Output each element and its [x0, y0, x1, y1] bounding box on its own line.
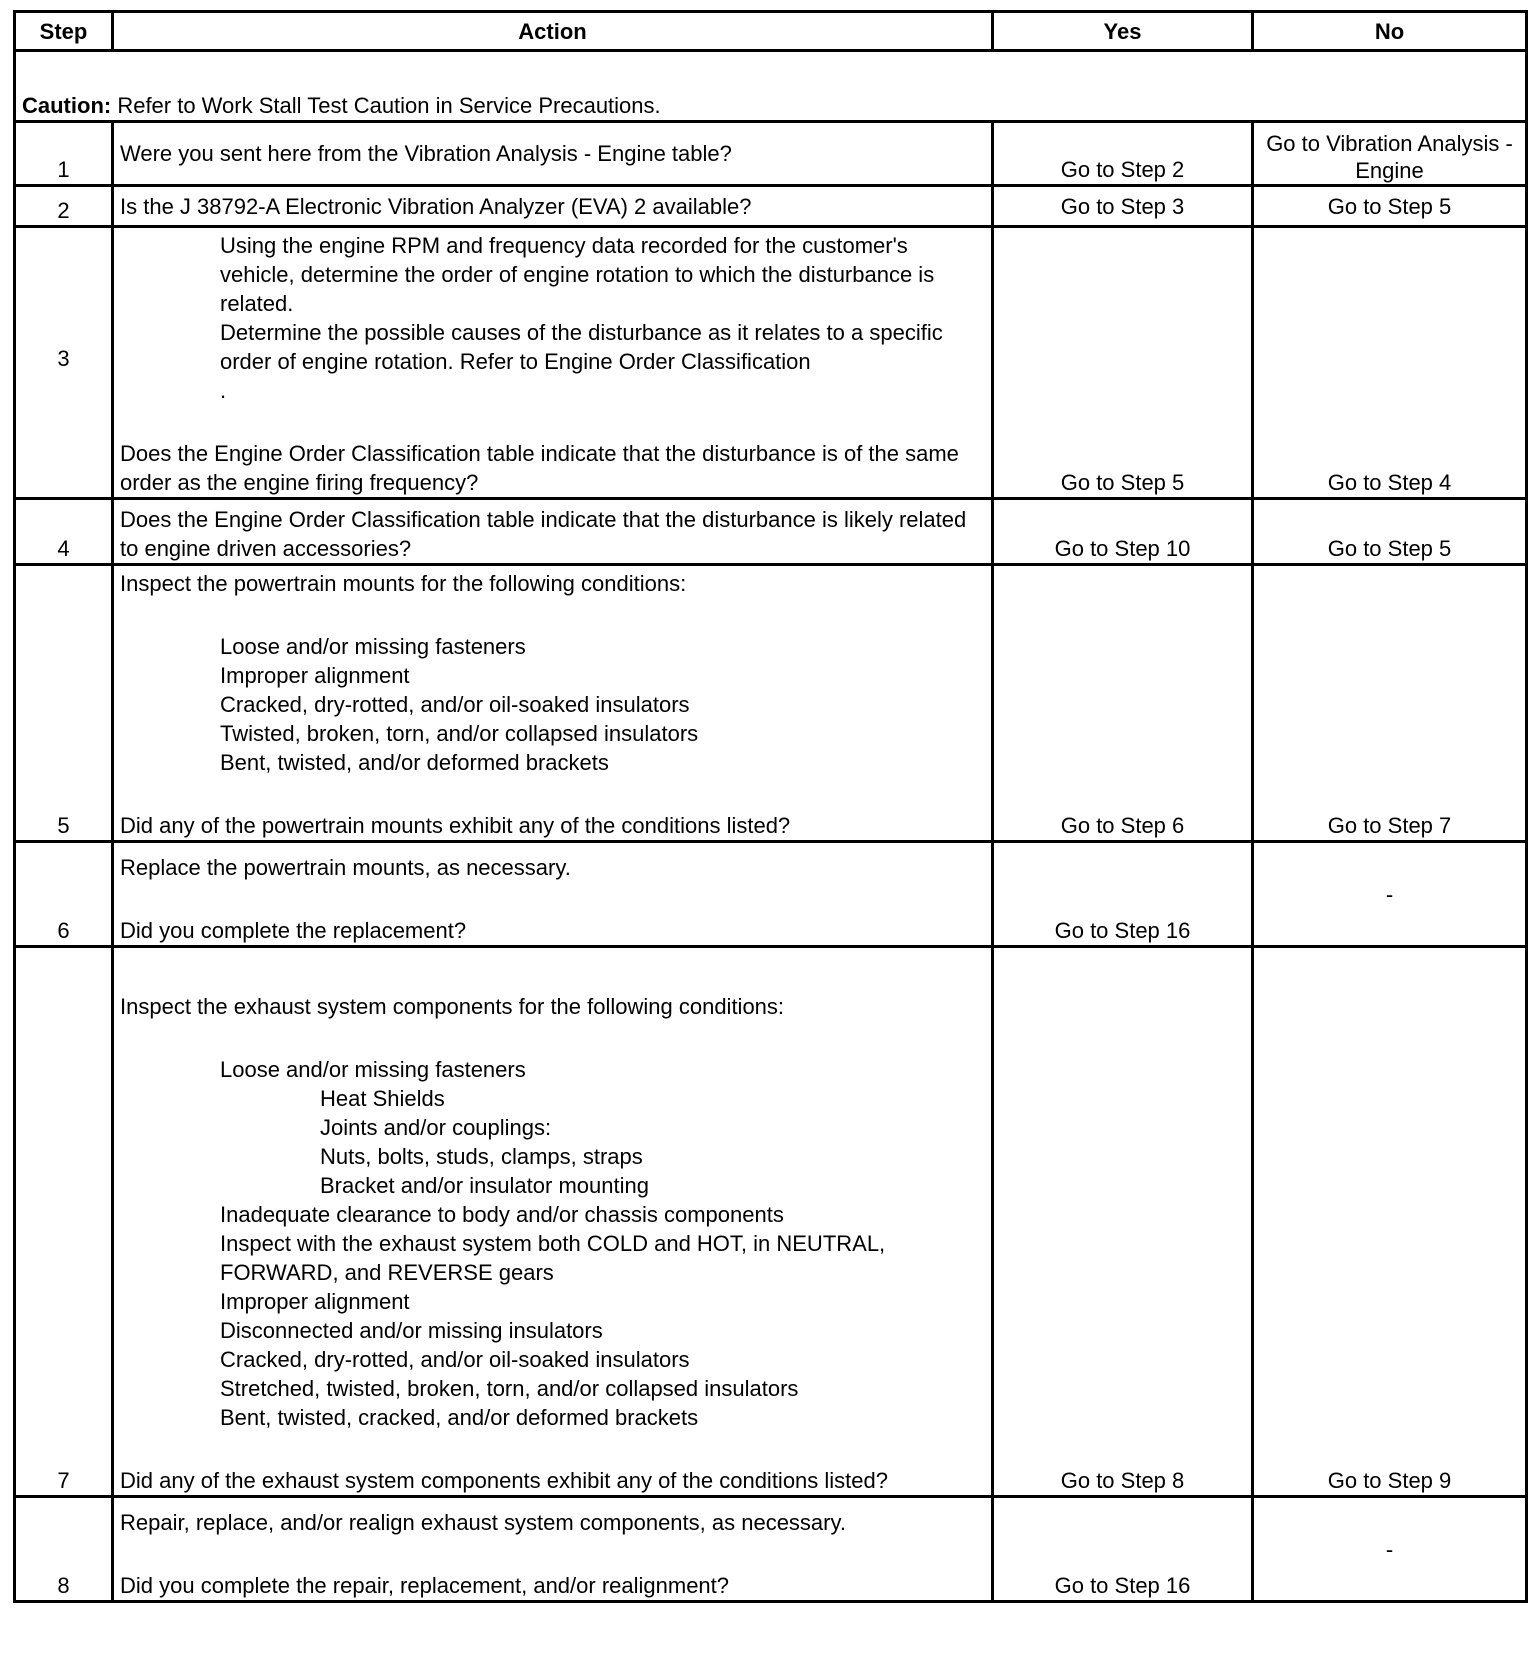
condition-item: Loose and/or missing fasteners — [220, 1057, 526, 1082]
no-outcome: Go to Step 9 — [1253, 947, 1527, 1497]
action-question: Did any of the powertrain mounts exhibit any of the conditions listed? — [120, 813, 791, 838]
no-outcome: Go to Step 5 — [1253, 499, 1527, 565]
table-row — [15, 122, 1527, 186]
condition-item: Bent, twisted, cracked, and/or deformed brackets — [220, 1405, 699, 1430]
no-outcome: Go to Step 7 — [1253, 565, 1527, 842]
action-question: Did you complete the replacement? — [120, 918, 467, 943]
diagnostic-table — [13, 10, 1528, 1603]
action-intro: Replace the powertrain mounts, as necessary. — [120, 855, 571, 880]
yes-outcome: Go to Step 2 — [993, 122, 1253, 186]
caution-row — [15, 51, 1527, 122]
condition-item: Disconnected and/or missing insulators — [220, 1318, 603, 1343]
condition-item: Inadequate clearance to body and/or chassis components — [220, 1202, 784, 1227]
header-yes: Yes — [993, 12, 1253, 51]
table-row — [15, 186, 1527, 227]
step-number: 5 — [15, 565, 113, 842]
step-number: 1 — [15, 122, 113, 186]
action-question: Does the Engine Order Classification table indicate that the disturbance is of the same order as the engine firing frequency? — [120, 441, 959, 495]
yes-outcome: Go to Step 3 — [993, 186, 1253, 227]
no-outcome: Go to Vibration Analysis - Engine — [1253, 122, 1527, 186]
condition-item: Bent, twisted, and/or deformed brackets — [220, 750, 609, 775]
action-cell — [113, 842, 993, 947]
yes-outcome: Go to Step 16 — [993, 1497, 1253, 1602]
condition-item: Cracked, dry-rotted, and/or oil-soaked insulators — [220, 692, 690, 717]
action-question: Were you sent here from the Vibration Analysis - Engine table? — [113, 122, 993, 186]
yes-outcome: Go to Step 10 — [993, 499, 1253, 565]
action-question: Did you complete the repair, replacement, and/or realignment? — [120, 1573, 730, 1598]
action-line: . — [220, 378, 227, 403]
action-line: Using the engine RPM and frequency data recorded for the customer's vehicle, determine the order of engine rotation to which the disturbance is related. — [220, 233, 935, 316]
header-action: Action — [113, 12, 993, 51]
diagnostic-table-container — [13, 10, 1525, 1603]
action-cell — [113, 1497, 993, 1602]
action-line: Determine the possible causes of the disturbance as it relates to a specific order of engine rotation. Refer to Engine Order Classification — [220, 320, 943, 374]
header-step: Step — [15, 12, 113, 51]
no-outcome: - — [1253, 1497, 1527, 1602]
action-question: Is the J 38792-A Electronic Vibration Analyzer (EVA) 2 available? — [113, 186, 993, 227]
caution-label: Caution: — [22, 93, 112, 118]
caution-cell — [15, 51, 1527, 122]
table-row — [15, 565, 1527, 842]
header-no: No — [1253, 12, 1527, 51]
header-row — [15, 12, 1527, 51]
condition-item: Twisted, broken, torn, and/or collapsed insulators — [220, 721, 699, 746]
action-question: Did any of the exhaust system components exhibit any of the conditions listed? — [120, 1468, 888, 1493]
no-outcome: Go to Step 5 — [1253, 186, 1527, 227]
step-number: 4 — [15, 499, 113, 565]
condition-item: Inspect with the exhaust system both COLD and HOT, in NEUTRAL, FORWARD, and REVERSE gears — [220, 1231, 886, 1285]
condition-item: Improper alignment — [220, 663, 410, 688]
table-row — [15, 1497, 1527, 1602]
step-number: 7 — [15, 947, 113, 1497]
step-number: 3 — [15, 227, 113, 499]
table-row — [15, 947, 1527, 1497]
sub-condition-item: Nuts, bolts, studs, clamps, straps — [320, 1144, 643, 1169]
yes-outcome: Go to Step 6 — [993, 565, 1253, 842]
yes-outcome: Go to Step 5 — [993, 227, 1253, 499]
step-number: 6 — [15, 842, 113, 947]
condition-item: Improper alignment — [220, 1289, 410, 1314]
sub-condition-item: Joints and/or couplings: — [320, 1115, 552, 1140]
action-intro: Inspect the exhaust system components for the following conditions: — [120, 994, 785, 1019]
condition-item: Stretched, twisted, broken, torn, and/or collapsed insulators — [220, 1376, 799, 1401]
condition-item: Loose and/or missing fasteners — [220, 634, 526, 659]
action-cell — [113, 565, 993, 842]
sub-condition-item: Bracket and/or insulator mounting — [320, 1173, 649, 1198]
table-row — [15, 499, 1527, 565]
yes-outcome: Go to Step 8 — [993, 947, 1253, 1497]
action-question: Does the Engine Order Classification table indicate that the disturbance is likely related to engine driven accessories? — [113, 499, 993, 565]
no-outcome: Go to Step 4 — [1253, 227, 1527, 499]
action-cell — [113, 947, 993, 1497]
table-row — [15, 842, 1527, 947]
action-intro: Inspect the powertrain mounts for the following conditions: — [120, 571, 687, 596]
caution-text: Refer to Work Stall Test Caution in Service Precautions. — [111, 93, 661, 118]
action-intro: Repair, replace, and/or realign exhaust system components, as necessary. — [120, 1510, 846, 1535]
table-row — [15, 227, 1527, 499]
sub-condition-item: Heat Shields — [320, 1086, 445, 1111]
step-number: 2 — [15, 186, 113, 227]
condition-item: Cracked, dry-rotted, and/or oil-soaked insulators — [220, 1347, 690, 1372]
action-cell — [113, 227, 993, 499]
no-outcome: - — [1253, 842, 1527, 947]
yes-outcome: Go to Step 16 — [993, 842, 1253, 947]
step-number: 8 — [15, 1497, 113, 1602]
